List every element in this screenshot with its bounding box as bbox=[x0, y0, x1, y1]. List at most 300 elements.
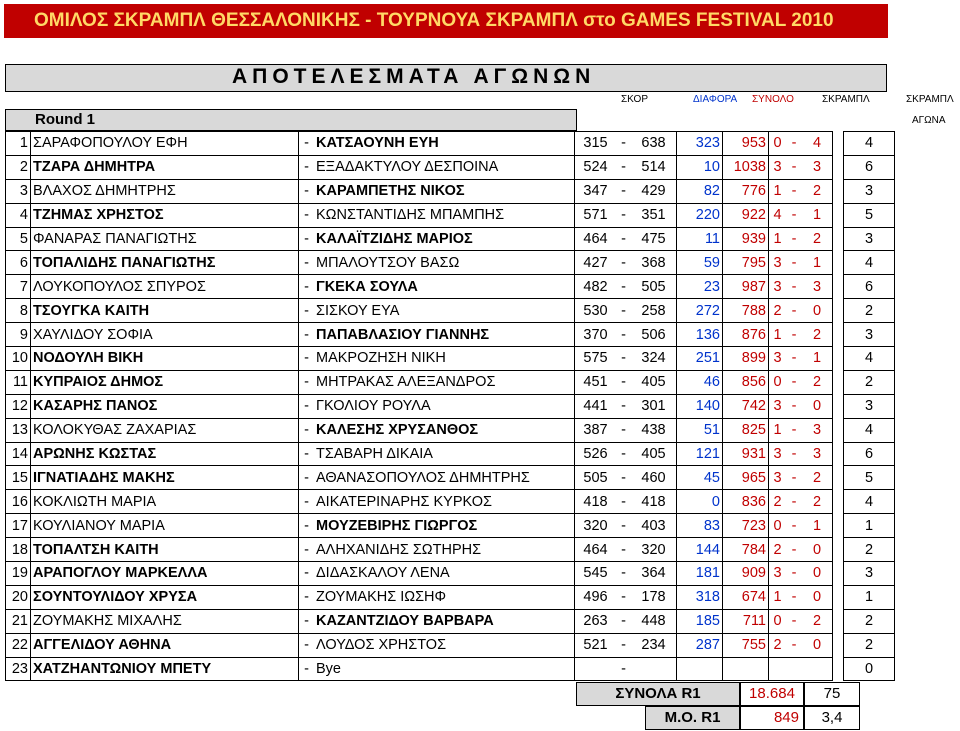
score-dash: - bbox=[616, 370, 631, 394]
scrabble-dash: - bbox=[786, 132, 802, 156]
vs-dash: - bbox=[299, 323, 315, 347]
table-row bbox=[6, 179, 895, 203]
scrabble-games: 5 bbox=[844, 466, 895, 490]
vs-dash: - bbox=[299, 179, 315, 203]
player-one: ΑΡΩΝΗΣ ΚΩΣΤΑΣ bbox=[31, 442, 299, 466]
scrabble-games: 3 bbox=[844, 179, 895, 203]
score-one: 441 bbox=[575, 394, 617, 418]
player-two: ΠΑΠΑΒΛΑΣΙΟΥ ΓΙΑΝΝΗΣ bbox=[314, 323, 575, 347]
player-one: ΒΛΑΧΟΣ ΔΗΜΗΤΡΗΣ bbox=[31, 179, 299, 203]
table-row bbox=[6, 251, 895, 275]
score-one: 387 bbox=[575, 418, 617, 442]
score-difference: 251 bbox=[677, 347, 723, 371]
player-two: ΜΠΑΛΟΥΤΣΟΥ ΒΑΣΩ bbox=[314, 251, 575, 275]
score-difference: 185 bbox=[677, 609, 723, 633]
score-dash: - bbox=[616, 538, 631, 562]
score-dash: - bbox=[616, 299, 631, 323]
table-row bbox=[6, 585, 895, 609]
table-row bbox=[6, 633, 895, 657]
score-two: 403 bbox=[631, 514, 677, 538]
scrabble-one: 2 bbox=[769, 299, 787, 323]
player-two: ΚΩΝΣΤΑΝΤΙΔΗΣ ΜΠΑΜΠΗΣ bbox=[314, 203, 575, 227]
table-row bbox=[6, 323, 895, 347]
score-dash: - bbox=[616, 490, 631, 514]
score-total: 742 bbox=[723, 394, 769, 418]
score-dash: - bbox=[616, 514, 631, 538]
player-two: ΚΑΤΣΑΟΥΝΗ ΕΥΗ bbox=[314, 132, 575, 156]
column-gap bbox=[833, 251, 844, 275]
score-difference: 272 bbox=[677, 299, 723, 323]
scrabble-one: 0 bbox=[769, 132, 787, 156]
header-scrabble: ΣΚΡΑΜΠΛ bbox=[822, 94, 870, 105]
scrabble-dash: - bbox=[786, 609, 802, 633]
scrabble-one: 0 bbox=[769, 370, 787, 394]
score-dash: - bbox=[616, 585, 631, 609]
average-label: Μ.Ο. R1 bbox=[645, 706, 740, 730]
score-one: 521 bbox=[575, 633, 617, 657]
player-two: ΓΚΟΛΙΟΥ ΡΟΥΛΑ bbox=[314, 394, 575, 418]
column-gap bbox=[833, 394, 844, 418]
scrabble-dash: - bbox=[786, 562, 802, 586]
score-one: 505 bbox=[575, 466, 617, 490]
score-two: 258 bbox=[631, 299, 677, 323]
scrabble-two: 1 bbox=[802, 347, 833, 371]
score-two: 505 bbox=[631, 275, 677, 299]
scrabble-one: 1 bbox=[769, 179, 787, 203]
vs-dash: - bbox=[299, 394, 315, 418]
score-one: 263 bbox=[575, 609, 617, 633]
column-gap bbox=[833, 585, 844, 609]
scrabble-one: 3 bbox=[769, 347, 787, 371]
score-two: 234 bbox=[631, 633, 677, 657]
scrabble-games: 2 bbox=[844, 633, 895, 657]
score-total: 711 bbox=[723, 609, 769, 633]
column-gap bbox=[833, 275, 844, 299]
score-one: 575 bbox=[575, 347, 617, 371]
score-dash: - bbox=[616, 609, 631, 633]
score-difference: 287 bbox=[677, 633, 723, 657]
column-gap bbox=[833, 538, 844, 562]
scrabble-one: 4 bbox=[769, 203, 787, 227]
score-dash: - bbox=[616, 251, 631, 275]
row-number: 12 bbox=[6, 394, 31, 418]
scrabble-dash: - bbox=[786, 466, 802, 490]
table-row bbox=[6, 442, 895, 466]
player-one: ΖΟΥΜΑΚΗΣ ΜΙΧΑΛΗΣ bbox=[31, 609, 299, 633]
row-number: 4 bbox=[6, 203, 31, 227]
score-dash: - bbox=[616, 179, 631, 203]
score-one: 427 bbox=[575, 251, 617, 275]
score-two: 405 bbox=[631, 370, 677, 394]
score-dash: - bbox=[616, 466, 631, 490]
score-two: 405 bbox=[631, 442, 677, 466]
row-number: 10 bbox=[6, 347, 31, 371]
scrabble-dash: - bbox=[786, 347, 802, 371]
score-total: 931 bbox=[723, 442, 769, 466]
scrabble-one: 1 bbox=[769, 418, 787, 442]
scrabble-one: 0 bbox=[769, 514, 787, 538]
player-one: ΤΟΠΑΛΙΔΗΣ ΠΑΝΑΓΙΩΤΗΣ bbox=[31, 251, 299, 275]
scrabble-two: 2 bbox=[802, 179, 833, 203]
score-one: 524 bbox=[575, 155, 617, 179]
table-row bbox=[6, 657, 895, 681]
player-one: ΚΑΣΑΡΗΣ ΠΑΝΟΣ bbox=[31, 394, 299, 418]
column-gap bbox=[833, 370, 844, 394]
scrabble-one: 1 bbox=[769, 227, 787, 251]
average-total-points: 849 bbox=[740, 706, 804, 730]
player-two: ΖΟΥΜΑΚΗΣ ΙΩΣΗΦ bbox=[314, 585, 575, 609]
player-one: ΝΟΔΟΥΛΗ ΒΙΚΗ bbox=[31, 347, 299, 371]
column-gap bbox=[833, 466, 844, 490]
scrabble-games: 2 bbox=[844, 370, 895, 394]
table-row bbox=[6, 466, 895, 490]
score-total: 788 bbox=[723, 299, 769, 323]
scrabble-games: 4 bbox=[844, 132, 895, 156]
column-gap bbox=[833, 609, 844, 633]
totals-scrabble-count: 75 bbox=[804, 682, 860, 706]
row-number: 5 bbox=[6, 227, 31, 251]
score-dash: - bbox=[616, 347, 631, 371]
header-difference: ΔΙΑΦΟΡΑ bbox=[693, 94, 738, 105]
tournament-banner: ΟΜΙΛΟΣ ΣΚΡΑΜΠΛ ΘΕΣΣΑΛΟΝΙΚΗΣ - ΤΟΥΡΝΟΥΑ ΣΚΡΑΜΠΛ στο GAMES FESTIVAL 2010 bbox=[4, 4, 888, 38]
scrabble-two bbox=[802, 657, 833, 681]
player-one: ΑΓΓΕΛΙΔΟΥ ΑΘΗΝΑ bbox=[31, 633, 299, 657]
scrabble-dash: - bbox=[786, 251, 802, 275]
column-gap bbox=[833, 132, 844, 156]
column-gap bbox=[833, 323, 844, 347]
score-two: 301 bbox=[631, 394, 677, 418]
scrabble-two: 3 bbox=[802, 442, 833, 466]
row-number: 2 bbox=[6, 155, 31, 179]
vs-dash: - bbox=[299, 347, 315, 371]
row-number: 16 bbox=[6, 490, 31, 514]
table-row bbox=[6, 370, 895, 394]
score-dash: - bbox=[616, 394, 631, 418]
score-one: 451 bbox=[575, 370, 617, 394]
scrabble-two: 0 bbox=[802, 633, 833, 657]
vs-dash: - bbox=[299, 490, 315, 514]
score-difference: 83 bbox=[677, 514, 723, 538]
score-difference: 0 bbox=[677, 490, 723, 514]
scrabble-dash: - bbox=[786, 299, 802, 323]
score-two: 460 bbox=[631, 466, 677, 490]
table-row bbox=[6, 155, 895, 179]
scrabble-games: 6 bbox=[844, 442, 895, 466]
scrabble-games: 6 bbox=[844, 155, 895, 179]
score-one: 347 bbox=[575, 179, 617, 203]
totals-total-points: 18.684 bbox=[740, 682, 804, 706]
vs-dash: - bbox=[299, 132, 315, 156]
score-dash: - bbox=[616, 562, 631, 586]
player-one: ΤΖΑΡΑ ΔΗΜΗΤΡΑ bbox=[31, 155, 299, 179]
scrabble-one bbox=[769, 657, 787, 681]
score-dash: - bbox=[616, 275, 631, 299]
scrabble-one: 0 bbox=[769, 609, 787, 633]
player-two: ΛΟΥΔΟΣ ΧΡΗΣΤΟΣ bbox=[314, 633, 575, 657]
score-total: 784 bbox=[723, 538, 769, 562]
scrabble-dash: - bbox=[786, 179, 802, 203]
score-difference: 45 bbox=[677, 466, 723, 490]
table-row bbox=[6, 562, 895, 586]
column-gap bbox=[833, 299, 844, 323]
scrabble-dash: - bbox=[786, 490, 802, 514]
row-number: 18 bbox=[6, 538, 31, 562]
score-difference bbox=[677, 657, 723, 681]
score-dash: - bbox=[616, 442, 631, 466]
score-total: 825 bbox=[723, 418, 769, 442]
score-dash: - bbox=[616, 155, 631, 179]
vs-dash: - bbox=[299, 155, 315, 179]
table-row bbox=[6, 538, 895, 562]
score-total: 836 bbox=[723, 490, 769, 514]
scrabble-one: 3 bbox=[769, 275, 787, 299]
header-score: ΣΚΟΡ bbox=[621, 94, 648, 105]
score-two: 506 bbox=[631, 323, 677, 347]
score-dash: - bbox=[616, 633, 631, 657]
row-number: 20 bbox=[6, 585, 31, 609]
score-two: 368 bbox=[631, 251, 677, 275]
player-two: ΜΑΚΡΟΖΗΣΗ ΝΙΚΗ bbox=[314, 347, 575, 371]
column-gap bbox=[833, 347, 844, 371]
scrabble-one: 3 bbox=[769, 442, 787, 466]
vs-dash: - bbox=[299, 633, 315, 657]
scrabble-two: 0 bbox=[802, 562, 833, 586]
row-number: 8 bbox=[6, 299, 31, 323]
vs-dash: - bbox=[299, 585, 315, 609]
header-total: ΣΥΝΟΛΟ bbox=[752, 94, 794, 105]
scrabble-two: 1 bbox=[802, 203, 833, 227]
player-one: ΧΑΤΖΗΑΝΤΩΝΙΟΥ ΜΠΕΤΥ bbox=[31, 657, 299, 681]
row-number: 13 bbox=[6, 418, 31, 442]
score-difference: 136 bbox=[677, 323, 723, 347]
player-two: ΕΞΑΔΑΚΤΥΛΟΥ ΔΕΣΠΟΙΝΑ bbox=[314, 155, 575, 179]
score-two: 351 bbox=[631, 203, 677, 227]
score-difference: 51 bbox=[677, 418, 723, 442]
vs-dash: - bbox=[299, 514, 315, 538]
score-total: 755 bbox=[723, 633, 769, 657]
score-dash: - bbox=[616, 227, 631, 251]
scrabble-games: 4 bbox=[844, 490, 895, 514]
vs-dash: - bbox=[299, 538, 315, 562]
scrabble-games: 3 bbox=[844, 394, 895, 418]
column-gap bbox=[833, 442, 844, 466]
scrabble-two: 4 bbox=[802, 132, 833, 156]
scrabble-dash: - bbox=[786, 155, 802, 179]
score-one: 418 bbox=[575, 490, 617, 514]
score-total: 723 bbox=[723, 514, 769, 538]
score-difference: 144 bbox=[677, 538, 723, 562]
scrabble-dash: - bbox=[786, 275, 802, 299]
column-gap bbox=[833, 514, 844, 538]
scrabble-dash: - bbox=[786, 538, 802, 562]
scrabble-games: 3 bbox=[844, 323, 895, 347]
vs-dash: - bbox=[299, 609, 315, 633]
score-one: 496 bbox=[575, 585, 617, 609]
vs-dash: - bbox=[299, 227, 315, 251]
player-one: ΣΟΥΝΤΟΥΛΙΔΟΥ ΧΡΥΣΑ bbox=[31, 585, 299, 609]
score-total bbox=[723, 657, 769, 681]
table-row bbox=[6, 514, 895, 538]
row-number: 22 bbox=[6, 633, 31, 657]
score-one bbox=[575, 657, 617, 681]
scrabble-dash: - bbox=[786, 633, 802, 657]
score-dash: - bbox=[616, 657, 631, 681]
scrabble-dash: - bbox=[786, 394, 802, 418]
score-total: 939 bbox=[723, 227, 769, 251]
table-row bbox=[6, 347, 895, 371]
row-number: 17 bbox=[6, 514, 31, 538]
scrabble-two: 2 bbox=[802, 323, 833, 347]
player-two: ΚΑΡΑΜΠΕΤΗΣ ΝΙΚΟΣ bbox=[314, 179, 575, 203]
player-one: ΤΖΗΜΑΣ ΧΡΗΣΤΟΣ bbox=[31, 203, 299, 227]
scrabble-two: 1 bbox=[802, 251, 833, 275]
score-difference: 181 bbox=[677, 562, 723, 586]
scrabble-games: 5 bbox=[844, 203, 895, 227]
score-two: 448 bbox=[631, 609, 677, 633]
scrabble-dash: - bbox=[786, 227, 802, 251]
row-number: 6 bbox=[6, 251, 31, 275]
score-dash: - bbox=[616, 323, 631, 347]
scrabble-two: 0 bbox=[802, 538, 833, 562]
score-one: 530 bbox=[575, 299, 617, 323]
vs-dash: - bbox=[299, 657, 315, 681]
player-two: ΚΑΖΑΝΤΖΙΔΟΥ ΒΑΡΒΑΡΑ bbox=[314, 609, 575, 633]
scrabble-one: 3 bbox=[769, 251, 787, 275]
scrabble-games: 2 bbox=[844, 609, 895, 633]
table-row bbox=[6, 418, 895, 442]
scrabble-dash: - bbox=[786, 323, 802, 347]
row-number: 9 bbox=[6, 323, 31, 347]
scrabble-two: 0 bbox=[802, 299, 833, 323]
score-one: 464 bbox=[575, 538, 617, 562]
table-row bbox=[6, 227, 895, 251]
scrabble-two: 0 bbox=[802, 585, 833, 609]
vs-dash: - bbox=[299, 562, 315, 586]
score-total: 876 bbox=[723, 323, 769, 347]
score-total: 953 bbox=[723, 132, 769, 156]
player-two: ΣΙΣΚΟΥ ΕΥΑ bbox=[314, 299, 575, 323]
score-difference: 11 bbox=[677, 227, 723, 251]
scrabble-dash: - bbox=[786, 203, 802, 227]
score-two: 438 bbox=[631, 418, 677, 442]
scrabble-games: 3 bbox=[844, 227, 895, 251]
column-gap bbox=[833, 179, 844, 203]
table-row bbox=[6, 609, 895, 633]
scrabble-two: 3 bbox=[802, 275, 833, 299]
score-difference: 323 bbox=[677, 132, 723, 156]
player-one: ΚΥΠΡΑΙΟΣ ΔΗΜΟΣ bbox=[31, 370, 299, 394]
vs-dash: - bbox=[299, 299, 315, 323]
player-one: ΛΟΥΚΟΠΟΥΛΟΣ ΣΠΥΡΟΣ bbox=[31, 275, 299, 299]
score-difference: 10 bbox=[677, 155, 723, 179]
column-gap bbox=[833, 633, 844, 657]
scrabble-games: 2 bbox=[844, 538, 895, 562]
scrabble-games: 1 bbox=[844, 514, 895, 538]
score-total: 909 bbox=[723, 562, 769, 586]
scrabble-one: 3 bbox=[769, 466, 787, 490]
column-gap bbox=[833, 657, 844, 681]
scrabble-games: 4 bbox=[844, 347, 895, 371]
player-one: ΤΣΟΥΓΚΑ ΚΑΙΤΗ bbox=[31, 299, 299, 323]
row-number: 23 bbox=[6, 657, 31, 681]
player-two: Bye bbox=[314, 657, 575, 681]
score-two: 514 bbox=[631, 155, 677, 179]
score-difference: 23 bbox=[677, 275, 723, 299]
score-difference: 318 bbox=[677, 585, 723, 609]
vs-dash: - bbox=[299, 275, 315, 299]
scrabble-games: 0 bbox=[844, 657, 895, 681]
scrabble-one: 3 bbox=[769, 562, 787, 586]
column-gap bbox=[833, 203, 844, 227]
player-two: ΓΚΕΚΑ ΣΟΥΛΑ bbox=[314, 275, 575, 299]
row-number: 1 bbox=[6, 132, 31, 156]
scrabble-dash: - bbox=[786, 442, 802, 466]
player-one: ΚΟΥΛΙΑΝΟΥ ΜΑΡΙΑ bbox=[31, 514, 299, 538]
scrabble-games: 6 bbox=[844, 275, 895, 299]
column-gap bbox=[833, 490, 844, 514]
score-difference: 59 bbox=[677, 251, 723, 275]
scrabble-games: 4 bbox=[844, 418, 895, 442]
score-dash: - bbox=[616, 132, 631, 156]
score-total: 674 bbox=[723, 585, 769, 609]
score-dash: - bbox=[616, 418, 631, 442]
row-number: 14 bbox=[6, 442, 31, 466]
scrabble-two: 3 bbox=[802, 418, 833, 442]
score-two: 475 bbox=[631, 227, 677, 251]
scrabble-games: 2 bbox=[844, 299, 895, 323]
score-two: 178 bbox=[631, 585, 677, 609]
scrabble-dash: - bbox=[786, 418, 802, 442]
scrabble-one: 1 bbox=[769, 585, 787, 609]
player-two: ΤΣΑΒΑΡΗ ΔΙΚΑΙΑ bbox=[314, 442, 575, 466]
header-scrabble-games: ΣΚΡΑΜΠΛ bbox=[906, 94, 954, 105]
vs-dash: - bbox=[299, 370, 315, 394]
score-total: 856 bbox=[723, 370, 769, 394]
row-number: 21 bbox=[6, 609, 31, 633]
player-one: ΧΑΥΛΙΔΟΥ ΣΟΦΙΑ bbox=[31, 323, 299, 347]
scrabble-two: 2 bbox=[802, 490, 833, 514]
score-difference: 82 bbox=[677, 179, 723, 203]
score-total: 776 bbox=[723, 179, 769, 203]
scrabble-two: 2 bbox=[802, 609, 833, 633]
score-two: 638 bbox=[631, 132, 677, 156]
score-one: 320 bbox=[575, 514, 617, 538]
row-number: 11 bbox=[6, 370, 31, 394]
table-row bbox=[6, 490, 895, 514]
scrabble-one: 3 bbox=[769, 394, 787, 418]
score-total: 987 bbox=[723, 275, 769, 299]
scrabble-two: 2 bbox=[802, 227, 833, 251]
results-table bbox=[5, 131, 895, 681]
scrabble-one: 2 bbox=[769, 538, 787, 562]
scrabble-two: 2 bbox=[802, 466, 833, 490]
scrabble-games: 1 bbox=[844, 585, 895, 609]
scrabble-games: 4 bbox=[844, 251, 895, 275]
row-number: 7 bbox=[6, 275, 31, 299]
vs-dash: - bbox=[299, 466, 315, 490]
page-title: ΑΠΟΤΕΛΕΣΜΑΤΑ ΑΓΩΝΩΝ bbox=[232, 65, 596, 88]
scrabble-one: 1 bbox=[769, 323, 787, 347]
player-one: ΑΡΑΠΟΓΛΟΥ ΜΑΡΚΕΛΛΑ bbox=[31, 562, 299, 586]
table-row bbox=[6, 203, 895, 227]
table-row bbox=[6, 132, 895, 156]
scrabble-one: 3 bbox=[769, 155, 787, 179]
score-one: 545 bbox=[575, 562, 617, 586]
score-two: 324 bbox=[631, 347, 677, 371]
scrabble-two: 1 bbox=[802, 514, 833, 538]
score-one: 315 bbox=[575, 132, 617, 156]
player-one: ΦΑΝΑΡΑΣ ΠΑΝΑΓΙΩΤΗΣ bbox=[31, 227, 299, 251]
